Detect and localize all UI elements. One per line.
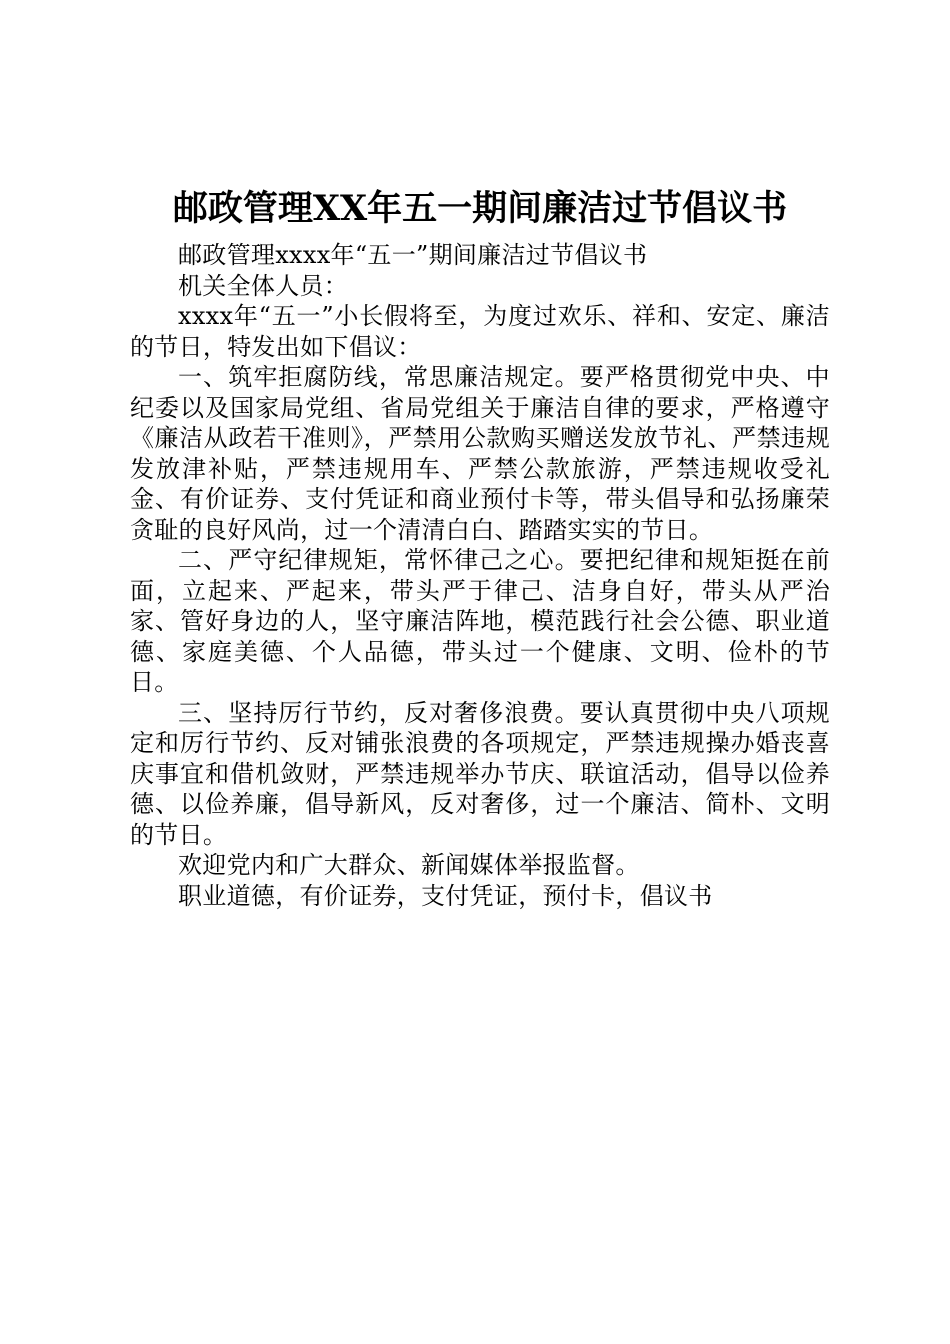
document-title: 邮政管理XX年五一期间廉洁过节倡议书: [172, 188, 788, 229]
keywords-line: 职业道德，有价证券，支付凭证，预付卡，倡议书: [178, 881, 713, 910]
proposal-item-1: 一、筑牢拒腐防线，常思廉洁规定。要严格贯彻党中央、中纪委以及国家局党组、省局党组关于廉洁自律的要求，严格遵守《廉洁从政若干准则》，严禁用公款购买赠送发放节礼、严禁违规发放津补贴，严禁违规用车、严禁公款旅游，严禁违规收受礼金、有价证券、支付凭证和商业预付卡等，带头倡导和弘扬廉荣贪耻的良好风尚，过一个清清白白、踏踏实实的节日。: [130, 363, 830, 544]
closing-paragraph: 欢迎党内和广大群众、新闻媒体举报监督。: [178, 851, 640, 879]
document-subtitle: 邮政管理xxxx年“五一”期间廉洁过节倡议书: [178, 241, 648, 269]
proposal-item-3: 三、坚持厉行节约，反对奢侈浪费。要认真贯彻中央八项规定和厉行节约、反对铺张浪费的各项规定，严禁违规操办婚丧喜庆事宜和借机敛财，严禁违规举办节庆、联谊活动，倡导以俭养德、以俭养廉，倡导新风，反对奢侈，过一个廉洁、简朴、文明的节日。: [130, 698, 830, 849]
document-page: [130, 184, 830, 911]
proposal-item-2: 二、严守纪律规矩，常怀律己之心。要把纪律和规矩挺在前面，立起来、严起来，带头严于律己、洁身自好，带头从严治家、管好身边的人，坚守廉洁阵地，模范践行社会公德、职业道德、家庭美德、个人品德，带头过一个健康、文明、俭朴的节日。: [130, 546, 830, 696]
intro-paragraph: xxxx年“五一”小长假将至，为度过欢乐、祥和、安定、廉洁的节日，特发出如下倡议：: [130, 302, 830, 361]
salutation: 机关全体人员：: [178, 271, 349, 300]
